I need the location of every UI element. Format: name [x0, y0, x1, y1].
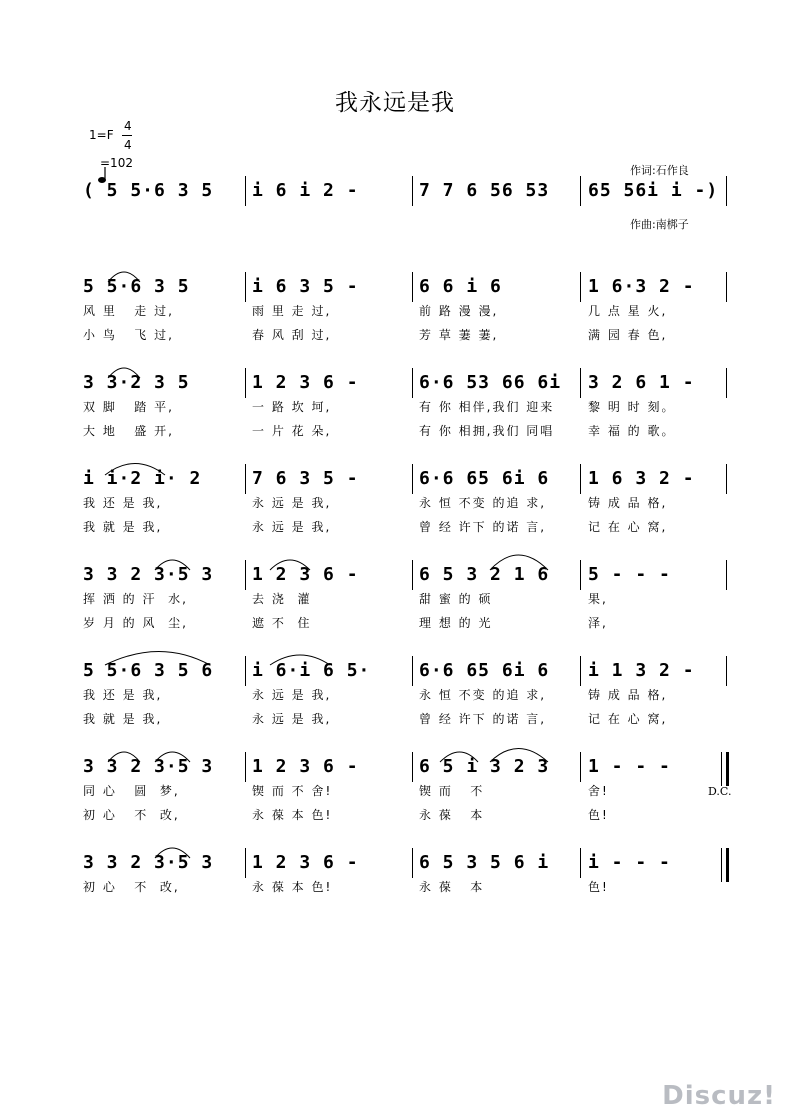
measure-notes: 6 5 3 2 1 6	[419, 564, 550, 585]
lyric-verse-2: 我 就 是 我,	[83, 520, 163, 534]
measure-notes: 7 6 3 5 -	[252, 468, 359, 489]
measure-notes: 6·6 53 66 6i	[419, 372, 562, 393]
measure-notes: 1 6·3 2 -	[588, 276, 695, 297]
lyric-verse-1: 锲 而 不	[419, 784, 485, 798]
measure-notes: 3 3 2 3·5 3	[83, 852, 214, 873]
watermark-logo: Discuz!	[662, 1081, 776, 1111]
lyric-verse-1: 永 葆 本	[419, 880, 485, 894]
slur	[105, 652, 210, 666]
lyric-verse-2: 幸 福 的 歌。	[588, 424, 676, 438]
lyric-verse-1: 锲 而 不 舍!	[252, 784, 333, 798]
measure-notes: 5 5·6 3 5	[83, 276, 190, 297]
lyric-verse-2: 记 在 心 窝,	[588, 520, 668, 534]
lyric-verse-2: 小 鸟 飞 过,	[83, 328, 174, 342]
lyric-verse-1: 舍!	[588, 784, 609, 798]
measure-notes: i 6 3 5 -	[252, 276, 359, 297]
measure-notes: 1 2 3 6 -	[252, 564, 359, 585]
measure-notes: i - - -	[588, 852, 671, 873]
lyric-verse-1: 果,	[588, 592, 608, 606]
measure-notes: 1 2 3 6 -	[252, 852, 359, 873]
song-title: 我永远是我	[335, 90, 455, 116]
lyric-verse-1: 永 葆 本 色!	[252, 880, 333, 894]
lyric-verse-2: 大 地 盛 开,	[83, 424, 174, 438]
lyric-verse-1: 铸 成 品 格,	[588, 688, 668, 702]
lyric-verse-2: 满 园 春 色,	[588, 328, 668, 342]
slur	[155, 560, 190, 570]
lyric-verse-1: 前 路 漫 漫,	[419, 304, 499, 318]
lyric-verse-1: 一 路 坎 坷,	[252, 400, 332, 414]
lyric-verse-1: 我 还 是 我,	[83, 688, 163, 702]
lyric-verse-1: 挥 洒 的 汗 水,	[83, 592, 188, 606]
composer: 作曲:南梆子	[630, 218, 689, 231]
measure-notes: ( 5 5·6 3 5	[83, 180, 214, 201]
lyric-verse-2: 永 远 是 我,	[252, 712, 332, 726]
measure-notes: i 6 i 2 -	[252, 180, 359, 201]
lyric-verse-1: 同 心 圆 梦,	[83, 784, 180, 798]
measure-notes: 6 6 i 6	[419, 276, 502, 297]
lyric-verse-1: 几 点 星 火,	[588, 304, 668, 318]
lyric-verse-2: 永 远 是 我,	[252, 520, 332, 534]
da-capo-mark: D.C.	[708, 785, 732, 798]
lyric-verse-2: 泽,	[588, 616, 608, 630]
measure-notes: 3 3 2 3·5 3	[83, 756, 214, 777]
measure-notes: 3 3·2 3 5	[83, 372, 190, 393]
lyric-verse-1: 永 远 是 我,	[252, 688, 332, 702]
lyric-verse-2: 理 想 的 光	[419, 616, 493, 630]
slur	[270, 655, 330, 665]
measure-notes: i 6·i 6 5·	[252, 660, 371, 681]
lyric-verse-2: 永 葆 本	[419, 808, 485, 822]
lyric-verse-1: 黎 明 时 刻。	[588, 400, 676, 414]
lyric-verse-2: 色!	[588, 808, 609, 822]
measure-notes: 3 3 2 3·5 3	[83, 564, 214, 585]
slur	[490, 555, 548, 570]
slur	[490, 749, 548, 763]
measure-notes: 6 5 3 5 6 i	[419, 852, 550, 873]
lyric-verse-1: 初 心 不 改,	[83, 880, 180, 894]
measure-notes: 1 6 3 2 -	[588, 468, 695, 489]
slur	[105, 464, 165, 476]
measure-notes: 65 56i i -)	[588, 180, 719, 201]
lyric-verse-1: 我 还 是 我,	[83, 496, 163, 510]
lyric-verse-2: 记 在 心 窝,	[588, 712, 668, 726]
lyric-verse-1: 永 恒 不变 的追 求,	[419, 688, 547, 702]
lyric-verse-1: 永 远 是 我,	[252, 496, 332, 510]
lyric-verse-2: 岁 月 的 风 尘,	[83, 616, 188, 630]
tempo-marking: =102	[100, 156, 133, 170]
measure-notes: i i·2 i· 2	[83, 468, 202, 489]
slur	[108, 272, 140, 282]
lyric-verse-1: 风 里 走 过,	[83, 304, 174, 318]
measure-notes: 6 5 i 3 2 3	[419, 756, 550, 777]
lyric-verse-1: 有 你 相伴,我们 迎来	[419, 400, 555, 414]
lyric-verse-2: 遮 不 住	[252, 616, 312, 630]
lyric-verse-1: 永 恒 不变 的追 求,	[419, 496, 547, 510]
measure-notes: 3 2 6 1 -	[588, 372, 695, 393]
measure-notes: 5 - - -	[588, 564, 671, 585]
lyric-verse-1: 雨 里 走 过,	[252, 304, 332, 318]
lyric-verse-1: 去 浇 灌	[252, 592, 312, 606]
lyric-verse-2: 我 就 是 我,	[83, 712, 163, 726]
lyric-verse-1: 色!	[588, 880, 609, 894]
measure-notes: 1 - - -	[588, 756, 671, 777]
measure-notes: i 1 3 2 -	[588, 660, 695, 681]
lyric-verse-1: 甜 蜜 的 硕	[419, 592, 493, 606]
time-signature-bottom: 4	[124, 138, 132, 152]
time-signature-top: 4	[124, 119, 132, 133]
slur	[155, 752, 190, 762]
slur	[270, 560, 310, 570]
slur	[108, 368, 140, 378]
lyric-verse-1: 双 脚 踏 平,	[83, 400, 174, 414]
lyric-verse-2: 春 风 刮 过,	[252, 328, 332, 342]
lyric-verse-2: 芳 草 萋 萋,	[419, 328, 499, 342]
key-signature: 1=F	[89, 128, 114, 142]
slur	[155, 848, 190, 858]
lyric-verse-2: 曾 经 许下 的诺 言,	[419, 520, 547, 534]
lyric-verse-2: 永 葆 本 色!	[252, 808, 333, 822]
measure-notes: 6·6 65 6i 6	[419, 660, 550, 681]
lyric-verse-2: 曾 经 许下 的诺 言,	[419, 712, 547, 726]
lyricist: 作词:石作良	[630, 164, 689, 177]
slur	[440, 752, 478, 762]
lyric-verse-2: 一 片 花 朵,	[252, 424, 332, 438]
measure-notes: 5 5·6 3 5 6	[83, 660, 214, 681]
measure-notes: 6·6 65 6i 6	[419, 468, 550, 489]
lyric-verse-2: 初 心 不 改,	[83, 808, 180, 822]
measure-notes: 1 2 3 6 -	[252, 756, 359, 777]
lyric-verse-2: 有 你 相拥,我们 同唱	[419, 424, 555, 438]
slur	[108, 752, 140, 762]
lyric-verse-1: 铸 成 品 格,	[588, 496, 668, 510]
measure-notes: 1 2 3 6 -	[252, 372, 359, 393]
measure-notes: 7 7 6 56 53	[419, 180, 550, 201]
